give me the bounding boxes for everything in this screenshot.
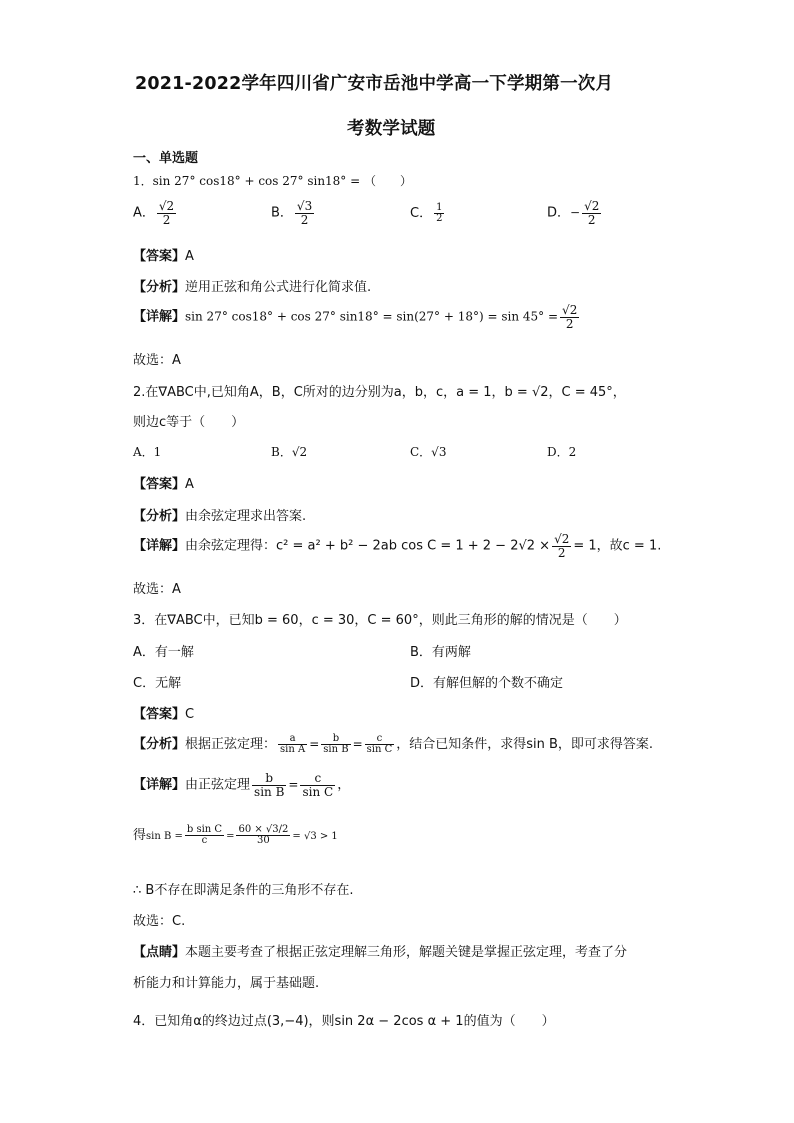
- q3-comment-line1: 【点睛】本题主要考查了根据正弦定理解三角形，解题关键是掌握正弦定理，考查了分: [133, 945, 628, 960]
- q4-stem: 4．已知角α的终边过点(3,−4)，则sin 2α − 2cos α + 1的值为（ ）: [133, 1014, 555, 1029]
- q1-stem: 1．sin 27° cos18° + cos 27° sin18° = （ ）: [133, 174, 412, 188]
- q2-option-d: D．2: [547, 445, 577, 459]
- q3-derivation: 得sin B = $\frac{\text{b sin C}}{c}$ = $\frac{60 \times √3/2}{30}$ = √3 > 1: [133, 823, 338, 846]
- q3-analysis: 【分析】根据正弦定理： $\frac{a}{\text{sin A}}$ = $\frac{b}{\text{sin B}}$ = $\frac{c}{\text{sin C}}$ ，结合已知条件，求得sin B，即可求得答案.: [133, 732, 654, 755]
- q2-analysis: 【分析】由余弦定理求出答案.: [133, 509, 307, 524]
- q3-comment-line2: 析能力和计算能力，属于基础题.: [133, 976, 320, 991]
- q1-detail: 【详解】sin 27° cos18° + cos 27° sin18° = sin(27° + 18°) = sin 45° = $\frac{√2}{2}$: [133, 303, 578, 331]
- q3-stem: 3．在∇ABC中，已知b = 60，c = 30，C = 60°，则此三角形的解的情况是（ ）: [133, 613, 627, 628]
- q3-analysis-fraction-b: $\frac{b}{\text{sin B}}$: [323, 732, 349, 755]
- q1-detail-fraction: $\frac{√2}{2}$: [562, 303, 578, 331]
- q2-stem-line2: 则边c等于（ ）: [133, 415, 245, 430]
- q3-option-c: C．无解: [133, 676, 182, 691]
- q1-option-c: C． $\frac{1}{2}$: [410, 201, 443, 224]
- q1-analysis: 【分析】逆用正弦和角公式进行化简求值.: [133, 280, 372, 295]
- q3-detail: 【详解】由正弦定理 $\frac{b}{\text{sin B}}$ = $\frac{c}{\text{sin C}}$ ，: [133, 771, 351, 799]
- q1-option-a-fraction: $\frac{√2}{2}$: [158, 199, 175, 227]
- q2-detail-fraction: $\frac{√2}{2}$: [554, 532, 570, 560]
- q3-answer: 【答案】C: [133, 707, 195, 722]
- q3-derivation-fraction-2: $\frac{60 \times √3/2}{30}$: [238, 823, 289, 846]
- q1-answer: 【答案】A: [133, 249, 194, 264]
- q3-analysis-fraction-a: $\frac{a}{\text{sin A}}$: [280, 732, 306, 755]
- q2-detail: 【详解】由余弦定理得：c² = a² + b² − 2ab cos C = 1 + 2 − 2√2 × $\frac{√2}{2}$ = 1，故c = 1.: [133, 532, 662, 560]
- q1-option-b-fraction: $\frac{√3}{2}$: [296, 199, 313, 227]
- q3-option-d: D．有解但解的个数不确定: [410, 676, 564, 691]
- q3-detail-fraction-c: $\frac{c}{\text{sin C}}$: [302, 771, 334, 799]
- q3-detail-fraction-b: $\frac{b}{\text{sin B}}$: [254, 771, 285, 799]
- q1-choose: 故选：A: [133, 353, 181, 368]
- q1-option-c-fraction: $\frac{1}{2}$: [436, 201, 443, 224]
- page-title-line2: 考数学试题: [347, 119, 436, 139]
- q2-option-a: A．1: [133, 445, 162, 459]
- q2-answer: 【答案】A: [133, 477, 194, 492]
- q1-option-b: B． $\frac{√3}{2}$: [271, 199, 313, 227]
- q3-choose: 故选：C.: [133, 914, 186, 929]
- q3-analysis-fraction-c: $\frac{c}{\text{sin C}}$: [366, 732, 393, 755]
- section-heading: 一、单选题: [133, 151, 199, 166]
- q2-choose: 故选：A: [133, 582, 181, 597]
- q3-derivation-fraction-1: $\frac{\text{b sin C}}{c}$: [186, 823, 223, 846]
- q3-option-a: A．有一解: [133, 645, 194, 660]
- q1-option-a: A． $\frac{√2}{2}$: [133, 199, 175, 227]
- q3-option-b: B．有两解: [410, 645, 471, 660]
- q1-option-d-fraction: $\frac{√2}{2}$: [584, 199, 600, 227]
- q2-stem-line1: 2.在∇ABC中,已知角A，B，C所对的边分别为a，b，c，a = 1，b = √2，C = 45°，: [133, 385, 626, 400]
- q2-option-c: C．√3: [410, 445, 447, 459]
- page-title-line1: 2021-2022学年四川省广安市岳池中学高一下学期第一次月: [135, 74, 614, 94]
- q1-option-d: D．− $\frac{√2}{2}$: [547, 199, 600, 227]
- q3-conclusion: ∴ B不存在即满足条件的三角形不存在.: [133, 883, 354, 898]
- q2-option-b: B．√2: [271, 445, 308, 459]
